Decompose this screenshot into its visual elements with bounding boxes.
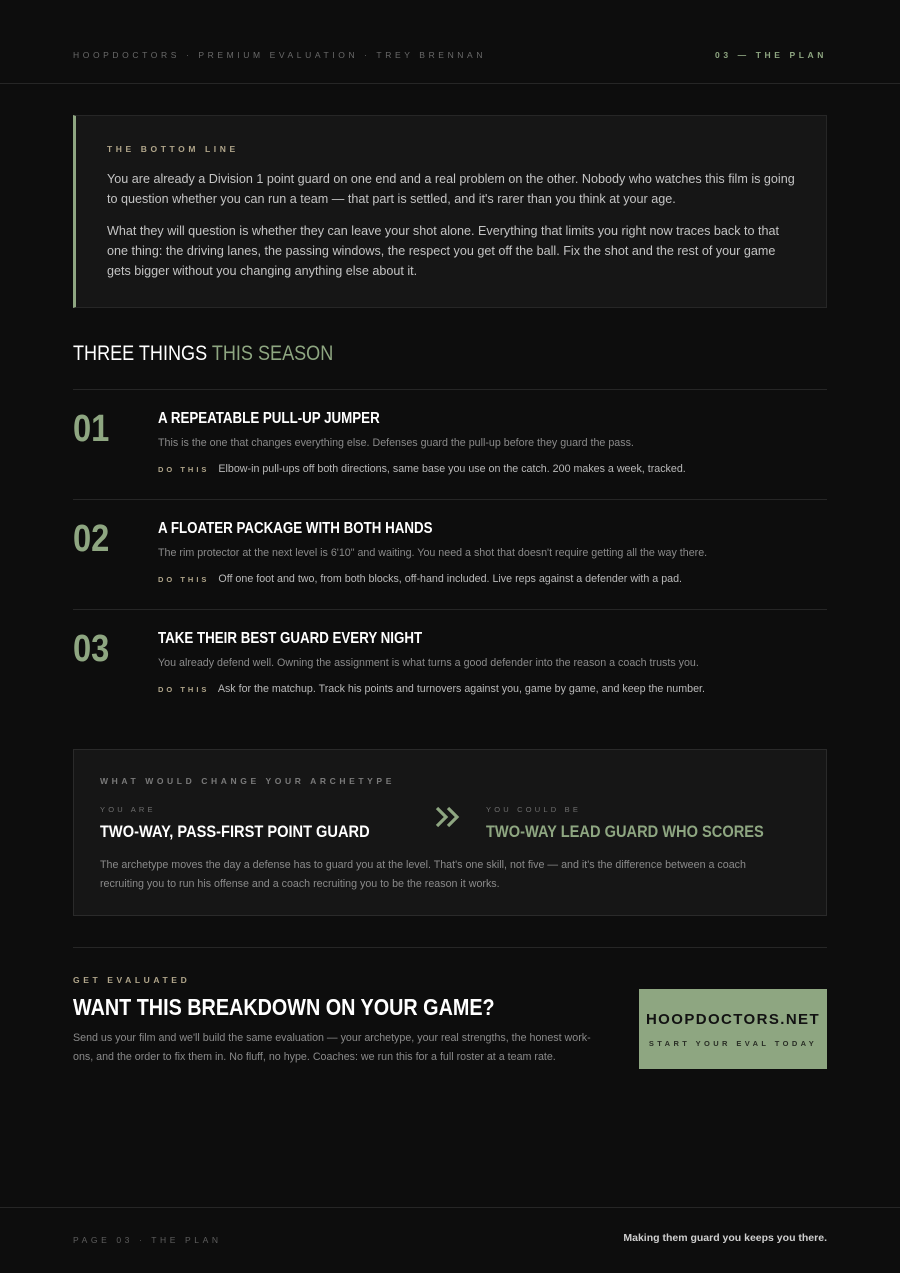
header-breadcrumb: HOOPDOCTORS · PREMIUM EVALUATION · TREY BRENNAN — [73, 50, 487, 60]
section-title-accent: THIS SEASON — [211, 342, 334, 365]
bottom-line-kicker: THE BOTTOM LINE — [107, 144, 239, 154]
cta-kicker: GET EVALUATED — [73, 975, 191, 985]
footer-page-label: PAGE 03 · THE PLAN — [73, 1235, 222, 1245]
bottom-line-paragraph: What they will question is whether they can leave your shot alone. Everything that limits you right now traces back to that one thing: the driving lanes, the passing windows, the respect you get off the ball. Fix the shot and the rest of your game gets bigger without you changing anything else about it. — [107, 223, 780, 279]
cta-title: WANT THIS BREAKDOWN ON YOUR GAME? — [73, 994, 495, 1020]
plan-item-title: A REPEATABLE PULL-UP JUMPER — [158, 410, 380, 427]
archetype-kicker: WHAT WOULD CHANGE YOUR ARCHETYPE — [100, 776, 395, 786]
plan-item — [73, 609, 827, 719]
plan-item — [73, 499, 827, 609]
do-this-label: DO THIS — [158, 575, 210, 584]
do-this-label: DO THIS — [158, 465, 210, 474]
cta-body: Send us your film and we'll build the same evaluation — your archetype, your real strengths, the honest work-ons, and the order to fix them in. No fluff, no hype. Coaches: we run this for a full roster at a team rate. — [73, 1032, 591, 1063]
target-archetype-label: YOU COULD BE — [486, 805, 582, 814]
double-chevron-right-icon — [434, 804, 462, 830]
section-title — [73, 342, 333, 366]
section-title-main: THREE THINGS — [73, 342, 208, 365]
plan-item-description: The rim protector at the next level is 6'10" and waiting. You need a shot that doesn't require getting all the way there. — [158, 547, 708, 559]
plan-item-number: 02 — [73, 518, 110, 560]
cta-button-site: HOOPDOCTORS.NET — [645, 1011, 821, 1028]
page-footer — [0, 1207, 900, 1273]
target-archetype — [486, 805, 809, 842]
archetype-note: The archetype moves the day a defense has to guard you at the level. That's one skill, not five — and it's the difference between a coach recruiting you to run his offense and a coach recruiting you to be the reason it works. — [100, 859, 746, 890]
plan-item-description: This is the one that changes everything else. Defenses guard the pull-up before they guard the pass. — [158, 437, 634, 449]
section-divider — [73, 947, 827, 948]
plan-item-title: TAKE THEIR BEST GUARD EVERY NIGHT — [158, 630, 423, 647]
page-header — [0, 0, 900, 84]
cta-button-subtitle: START YOUR EVAL TODAY — [648, 1039, 818, 1048]
bottom-line-paragraph: You are already a Division 1 point guard on one end and a real problem on the other. Nobody who watches this film is going to question whether you can run a team — that part is settled, and it's rarer than you think at your age. — [107, 172, 795, 207]
bottom-line-callout — [73, 115, 827, 308]
do-this-text: Off one foot and two, from both blocks, off-hand included. Live reps against a defender with a pad. — [218, 573, 683, 585]
do-this-label: DO THIS — [158, 685, 210, 694]
plan-item-title: A FLOATER PACKAGE WITH BOTH HANDS — [158, 520, 433, 537]
footer-tagline: Making them guard you keeps you there. — [623, 1232, 827, 1244]
do-this-text: Elbow-in pull-ups off both directions, same base you use on the catch. 200 makes a week, tracked. — [218, 463, 686, 475]
plan-item — [73, 389, 827, 499]
plan-item-action — [158, 463, 686, 475]
current-archetype — [100, 805, 414, 842]
plan-item-number: 03 — [73, 628, 110, 670]
plan-item-description: You already defend well. Owning the assignment is what turns a good defender into the reason a coach trusts you. — [158, 657, 699, 669]
current-archetype-label: YOU ARE — [100, 805, 156, 814]
cta-button[interactable] — [639, 989, 827, 1069]
current-archetype-value: TWO-WAY, PASS-FIRST POINT GUARD — [100, 822, 370, 841]
plan-item-action — [158, 573, 682, 585]
do-this-text: Ask for the matchup. Track his points and turnovers against you, game by game, and keep the number. — [217, 683, 705, 695]
target-archetype-value: TWO-WAY LEAD GUARD WHO SCORES — [486, 822, 764, 841]
archetype-panel — [73, 749, 827, 916]
plan-item-action — [158, 683, 705, 695]
plan-item-number: 01 — [73, 408, 110, 450]
header-section-label: 03 — THE PLAN — [715, 50, 827, 60]
